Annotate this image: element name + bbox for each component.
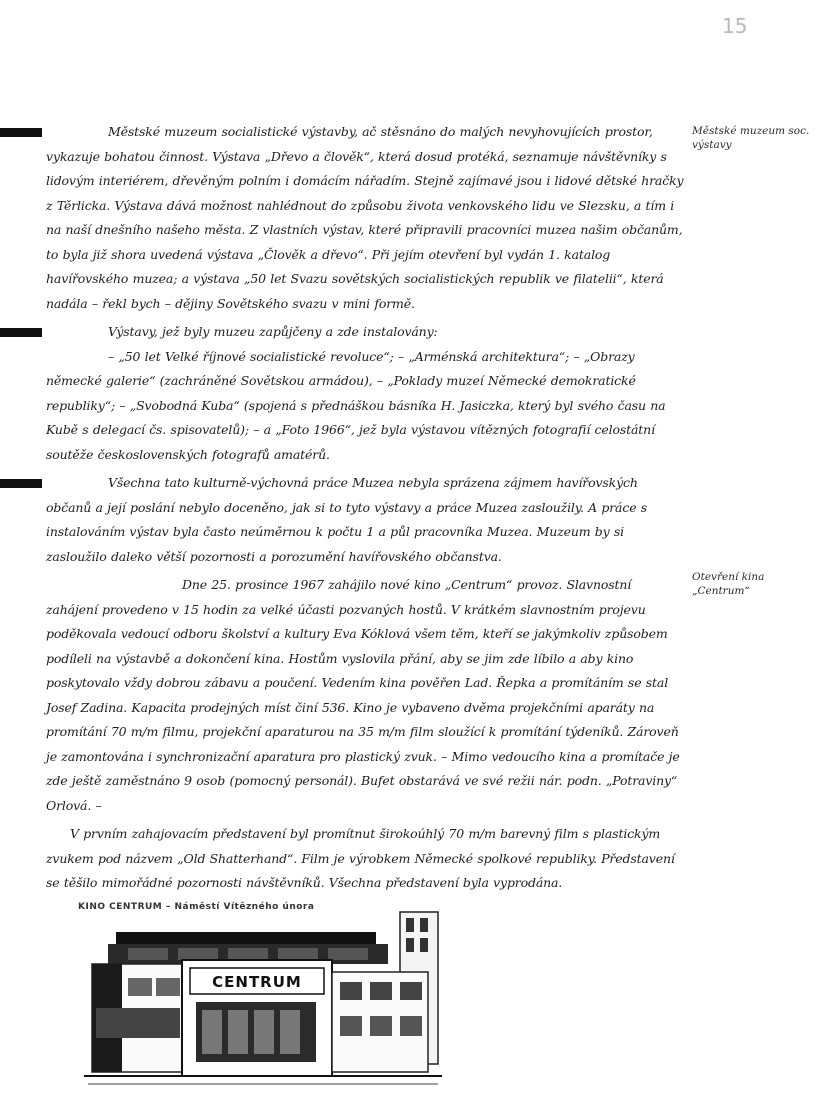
margin-note-cinema: Otevření kina „Centrum“ — [692, 571, 765, 597]
cinema-centrum-illustration — [78, 898, 448, 1094]
margin-note-museum: Městské muzeum soc. výstavy — [692, 125, 810, 151]
page-number: 15 — [722, 14, 748, 38]
paragraph-cinema-opening: Dne 25. prosince 1967 zahájilo nové kino „Centrum“ provoz. Slavnostní zahájení provedeno v 15 hodin za velké účasti pozvaných hostů. V krátkém slavnostním projevu poděkovala vedoucí odboru školství a kultury Eva Kóklová všem těm, kteří se jakýmkoliv způsobem podíleli na výstavbě a dokončení kina. Hostům vyslovila přání, aby se jim zde líbilo a aby kino poskytovalo vždy dobrou zábavu a poučení. Vedením kina pověřen Lad. Řepka a promítáním se stal Josef Zadina. Kapacita prodejných míst činí 536. Kino je vybaveno dvěma projekčními aparáty na promítání 70 m/m filmu, projekční aparaturou na 35 m/m film sloužící k promítání týdeníků. Zároveň je zamontována i synchronizační aparatura pro plastický zvuk. – Mimo vedoucího kina a promítače je zde ještě zaměstnáno 9 osob (pomocný personál). Bufet obstarává ve své režii nár. podn. „Potraviny“ Orlová. – — [46, 577, 680, 813]
paragraph-first-screening: V prvním zahajovacím představení byl promítnut širokoúhlý 70 m/m barevný film s plastickým zvukem pod názvem „Old Shatterhand“. Film je výrobkem Německé spolkové republiky. Představení se těšilo mimořádné pozornosti návštěvníků. Všechna představení byla vyprodána. — [46, 826, 675, 890]
paragraph-exhibitions-intro: Výstavy, jež byly muzeu zapůjčeny a zde instalovány: — [46, 320, 686, 345]
section-marker-bar — [0, 128, 42, 137]
section-marker-bar — [0, 328, 42, 337]
handwritten-body-text — [46, 120, 686, 896]
paragraph-museum-appreciation: Všechna tato kulturně-výchovná práce Muzea nebyla sprázena zájmem havířovských občanů a její poslání nebylo doceněno, jak si to tyto výstavy a práce Muzea zasloužily. A práce s instalováním výstav byla často neúměrnou k počtu 1 a půl pracovníka Muzea. Muzeum by si zasloužilo daleko větší pozornosti a porozumění havířovského občanstva. — [46, 471, 686, 569]
section-marker-bar — [0, 479, 42, 488]
illustration-caption: KINO CENTRUM – Náměstí Vítězného února — [78, 902, 315, 912]
paragraph-museum-activity: Městské muzeum socialistické výstavby, ač stěsnáno do malých nevyhovujících prostor, vykazuje bohatou činnost. Výstava „Dřevo a člověk“, která dosud protéká, seznamuje návštěvníky s lidovým interiérem, dřevěným polním i domácím nářadím. Stejně zajímavé jsou i lidové dětské hračky z Těrlicka. Výstava dává možnost nahlédnout do způsobu života venkovského lidu ve Slezsku, a tím i na naší dnešního našeho města. Z vlastních výstav, které připravili pracovníci muzea našim občanům, to byla již shora uvedená výstava „Člověk a dřevo“. Při jejím otevření byl vydán 1. katalog havířovského muzea; a výstava „50 let Svazu sovětských socialistických republik ve filatelii“, která nadála – řekl bych – dějiny Sovětského svazu v mini formě. — [46, 120, 686, 316]
paragraph-exhibitions-list: – „50 let Velké říjnové socialistické revoluce“; – „Arménská architektura“; – „Obrazy německé galerie“ (zachráněné Sovětskou armádou), – „Poklady muzeí Německé demokratické republiky“; – „Svobodná Kuba“ (spojená s přednáškou básníka H. Jasiczka, který byl svého času na Kubě s delegací čs. spisovatelů); – a „Foto 1966“, jež byla výstavou vítězných fotografií celostátní soutěže československých fotografů amatérů. — [46, 348, 666, 462]
cinema-sign: CENTRUM — [212, 973, 302, 991]
